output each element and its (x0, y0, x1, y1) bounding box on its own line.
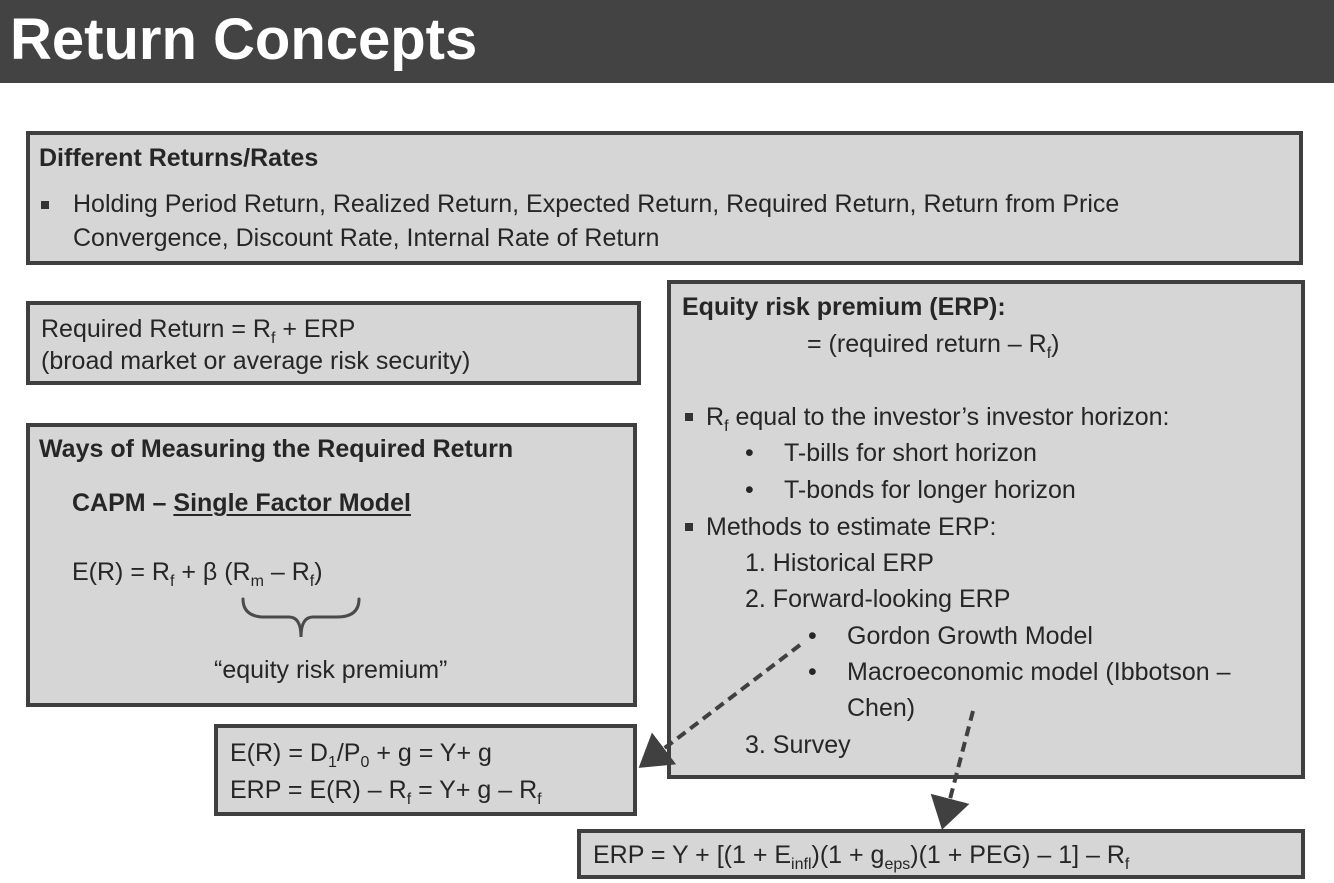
formula-subscript: 0 (360, 754, 370, 771)
formula-subscript: f (1046, 345, 1052, 362)
different-returns-heading: Different Returns/Rates (39, 144, 319, 172)
formula-text: ) (314, 558, 323, 586)
formula-text: ERP = Y + [(1 + E (593, 841, 792, 869)
bullet-dot-icon: • (808, 622, 817, 650)
formula-text: – R (263, 558, 310, 586)
formula-text: + β (R (174, 558, 251, 586)
formula-subscript: infl (791, 856, 812, 873)
macro-model-item-line-2: Chen) (847, 694, 916, 722)
formula-subscript: f (406, 791, 412, 808)
formula-subscript: f (724, 418, 729, 435)
dashed-arrow-to-ibbotson-formula (944, 711, 973, 822)
bullet-dot-icon: • (745, 439, 754, 467)
method-survey: 3. Survey (745, 731, 851, 759)
single-factor-model-label: Single Factor Model (173, 489, 411, 517)
formula-text: /P (336, 739, 361, 767)
formula-text: ) (1051, 330, 1060, 358)
formula-text: + ERP (275, 315, 356, 343)
formula-subscript: f (1124, 856, 1130, 873)
formula-text: E(R) = R (72, 558, 170, 586)
returns-list-line-2: Convergence, Discount Rate, Internal Rate of Return (73, 224, 660, 252)
formula-text: = (required return – R (807, 330, 1047, 358)
formula-text: + g = Y+ g (369, 739, 492, 767)
formula-text: )(1 + g (811, 841, 885, 869)
method-forward-looking: 2. Forward-looking ERP (745, 585, 1011, 613)
formula-text: )(1 + PEG) – 1] – R (910, 841, 1125, 869)
gordon-growth-item: Gordon Growth Model (847, 622, 1093, 650)
capm-label: CAPM – (72, 489, 174, 517)
brace-label: “equity risk premium” (214, 656, 448, 684)
formula-subscript: eps (884, 856, 911, 873)
formula-text: = Y+ g – R (411, 776, 538, 804)
formula-subscript: f (309, 573, 315, 590)
formula-text: equal to the investor’s investor horizon: (728, 403, 1170, 431)
dashed-arrow-to-gordon-formula (645, 645, 800, 763)
formula-subscript: 1 (327, 754, 337, 771)
ways-heading: Ways of Measuring the Required Return (39, 435, 514, 463)
tbills-item: T-bills for short horizon (784, 439, 1037, 467)
formula-text: E(R) = D (230, 739, 328, 767)
tbonds-item: T-bonds for longer horizon (784, 476, 1076, 504)
macro-model-item-line-1: Macroeconomic model (Ibbotson – (847, 658, 1231, 686)
formula-subscript: f (169, 573, 175, 590)
formula-text: Required Return = R (41, 315, 271, 343)
formula-text: ERP = E(R) – R (230, 776, 407, 804)
formula-subscript: f (270, 330, 276, 347)
required-return-note: (broad market or average risk security) (41, 347, 471, 375)
formula-subscript: m (250, 573, 264, 590)
bullet-dot-icon: • (808, 658, 817, 686)
formula-subscript: f (537, 791, 542, 808)
bullet-dot-icon: • (745, 476, 754, 504)
page-title: Return Concepts (10, 7, 478, 72)
erp-heading: Equity risk premium (ERP): (682, 293, 1006, 321)
method-historical: 1. Historical ERP (745, 549, 934, 577)
methods-item: Methods to estimate ERP: (706, 513, 997, 541)
returns-list-line-1: Holding Period Return, Realized Return, Expected Return, Required Return, Return from Price (73, 190, 1120, 218)
formula-text: R (706, 403, 725, 431)
